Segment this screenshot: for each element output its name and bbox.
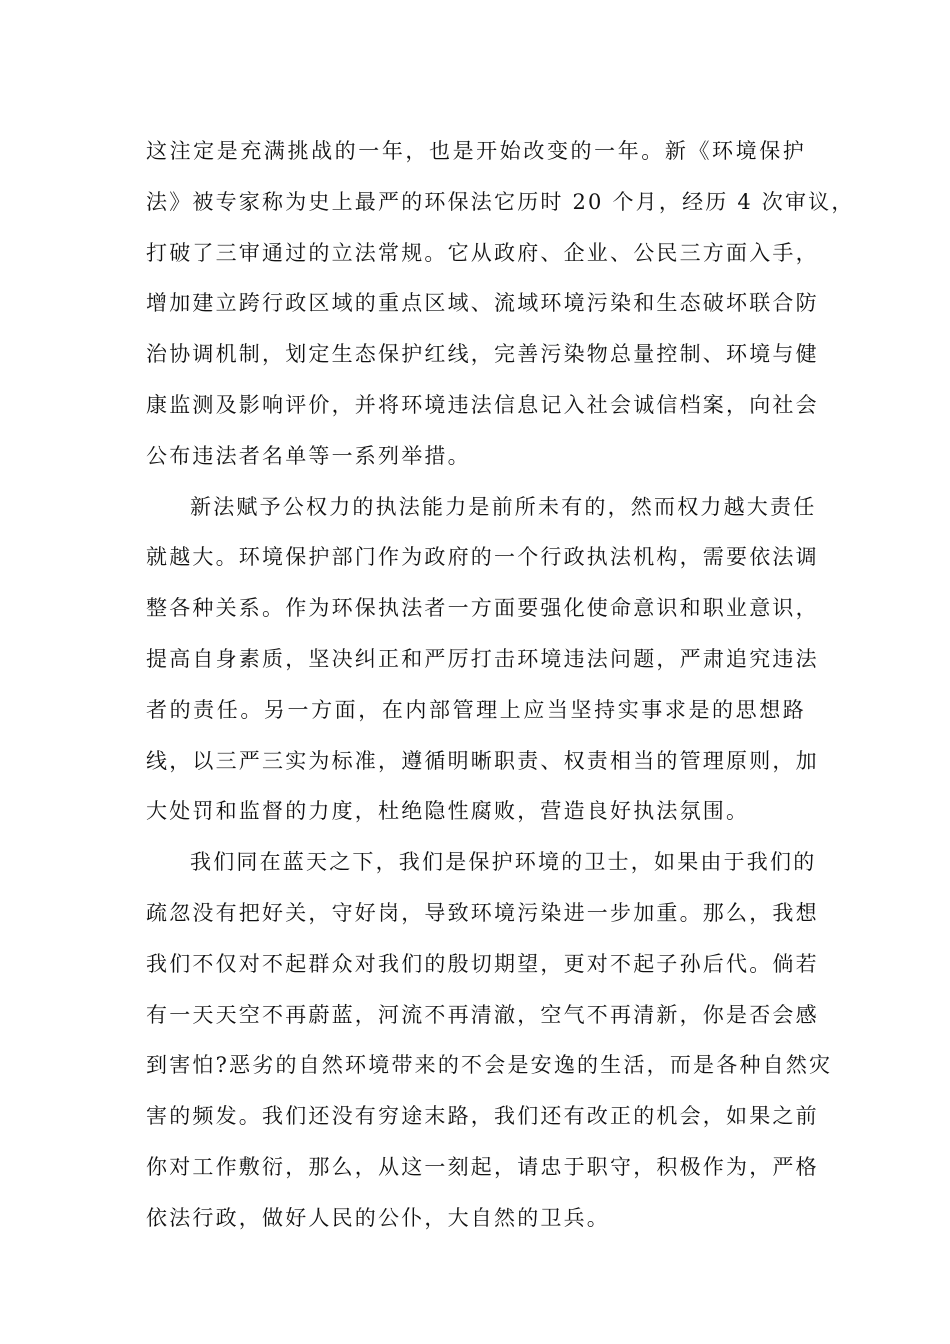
paragraph-line: 线，以三严三实为标准，遵循明晰职责、权责相当的管理原则，加 xyxy=(146,748,819,773)
paragraph-line: 者的责任。另一方面，在内部管理上应当坚持实事求是的思想路 xyxy=(146,697,806,722)
paragraph-line: 大处罚和监督的力度，杜绝隐性腐败，营造良好执法氛围。 xyxy=(146,799,750,824)
paragraph-line: 就越大。环境保护部门作为政府的一个行政执法机构，需要依法调 xyxy=(146,545,819,570)
paragraph-line: 整各种关系。作为环保执法者一方面要强化使命意识和职业意识， xyxy=(146,596,819,621)
paragraph-line: 康监测及影响评价，并将环境违法信息记入社会诚信档案，向社会 xyxy=(146,392,819,417)
paragraph-3 xyxy=(146,837,833,1243)
paragraph-1 xyxy=(146,126,855,482)
paragraph-line: 提高自身素质，坚决纠正和严厉打击环境违法问题，严肃追究违法 xyxy=(146,646,819,671)
paragraph-line: 我们同在蓝天之下，我们是保护环境的卫士，如果由于我们的 xyxy=(190,850,817,875)
paragraph-line: 有一天天空不再蔚蓝，河流不再清澈，空气不再清新，你是否会感 xyxy=(146,1002,819,1027)
paragraph-2 xyxy=(146,482,819,838)
paragraph-line: 到害怕?恶劣的自然环境带来的不会是安逸的生活，而是各种自然灾 xyxy=(146,1053,833,1078)
paragraph-line: 害的频发。我们还没有穷途末路，我们还有改正的机会，如果之前 xyxy=(146,1104,819,1129)
paragraph-line: 公布违法者名单等一系列举措。 xyxy=(146,443,471,468)
paragraph-line: 治协调机制，划定生态保护红线，完善污染物总量控制、环境与健 xyxy=(146,342,819,367)
paragraph-line: 法》被专家称为史上最严的环保法它历时 20 个月，经历 4 次审议， xyxy=(146,189,855,214)
paragraph-line: 疏忽没有把好关，守好岗，导致环境污染进一步加重。那么，我想 xyxy=(146,900,819,925)
paragraph-line: 我们不仅对不起群众对我们的殷切期望，更对不起子孙后代。倘若 xyxy=(146,951,819,976)
paragraph-line: 这注定是充满挑战的一年，也是开始改变的一年。新《环境保护 xyxy=(146,139,806,163)
paragraph-line: 增加建立跨行政区域的重点区域、流域环境污染和生态破坏联合防 xyxy=(146,291,819,316)
paragraph-line: 依法行政，做好人民的公仆，大自然的卫兵。 xyxy=(146,1205,610,1230)
body-text xyxy=(146,126,855,1244)
paragraph-line: 你对工作敷衍，那么，从这一刻起，请忠于职守，积极作为，严格 xyxy=(146,1154,819,1179)
paragraph-line: 新法赋予公权力的执法能力是前所未有的，然而权力越大责任 xyxy=(190,494,817,519)
paragraph-line: 打破了三审通过的立法常规。它从政府、企业、公民三方面入手， xyxy=(146,240,819,265)
